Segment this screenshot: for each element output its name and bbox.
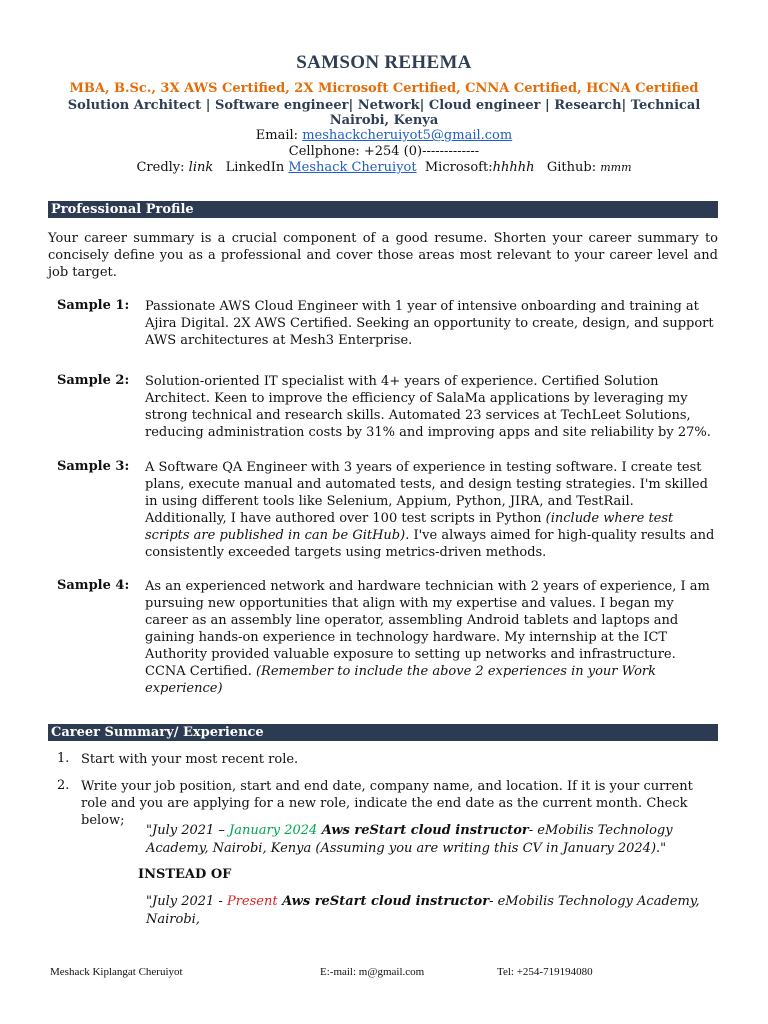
sample-2-label: Sample 2: — [57, 373, 130, 388]
example-correct — [146, 822, 718, 858]
profiles-line — [0, 160, 768, 175]
footer-name: Meshack Kiplangat Cheruiyot — [50, 966, 183, 978]
profile-intro: Your career summary is a crucial component of a good resume. Shorten your career summary to concisely define you as a professional and cover those areas most relevant to your career level and job target. — [48, 231, 718, 280]
roles-line: Solution Architect | Software engineer| Network| Cloud engineer | Research| Technical — [67, 98, 701, 113]
credly-link[interactable]: link — [188, 160, 214, 175]
sample-4-note: (Remember to include the above 2 experiences in your Work experience) — [145, 664, 657, 696]
sample-3-body: A Software QA Engineer with 3 years of experience in testing software. I create test plans, execute manual and automated tests, and design testing strategies. I'm skilled in using different tools like Selenium, Appium, Python, JIRA, and TestRail. Additionally, I have authored over 100 test scripts in Python — [145, 460, 708, 526]
list-item-1-number: 1. — [57, 751, 70, 766]
sample-4-body: As an experienced network and hardware technician with 2 years of experience, I am pursuing new opportunities that align with my expertise and values. I began my career as an assembly line operator, assembling Android tablets and laptops and gaining hands-on experience in technology hardware. My internship at the ICT Authority provided valuable exposure to setting up networks and infrastructure. CCNA Certified. — [145, 579, 710, 679]
roles-block — [0, 98, 768, 128]
example-incorrect — [146, 893, 718, 929]
email-label: Email: — [255, 128, 303, 143]
sample-3-label: Sample 3: — [57, 459, 130, 474]
sample-2-text: Solution-oriented IT specialist with 4+ years of experience. Certified Solution Architect. Keen to improve the efficiency of SalaMa applications by leveraging my strong technical and research skills. Automated 23 services at TechLeet Solutions, reducing administration costs by 31% and improving apps and site reliability by 27%. — [145, 374, 711, 440]
microsoft-label: Microsoft: — [424, 160, 493, 175]
example-2-rest: - eMobilis Technology Academy, Nairobi, — [146, 894, 700, 927]
instead-of-label: INSTEAD OF — [138, 867, 232, 882]
cellphone-line: Cellphone: +254 (0)------------- — [288, 144, 480, 159]
email-link[interactable]: meshackcheruiyot5@gmail.com — [302, 128, 513, 143]
list-item-2-number: 2. — [57, 778, 70, 793]
candidate-name: SAMSON REHEMA — [296, 52, 472, 73]
footer-email: E:-mail: m@gmail.com — [320, 966, 425, 978]
section-career-summary: Career Summary/ Experience — [48, 724, 718, 741]
email-line — [0, 128, 768, 143]
sample-3-note: (include where test scripts are published in can be GitHub) — [145, 511, 674, 543]
sample-4-label: Sample 4: — [57, 578, 130, 593]
linkedin-label: LinkedIn — [225, 160, 289, 175]
sample-3-text — [145, 459, 715, 561]
example-2-start: "July 2021 - — [146, 894, 227, 909]
section-professional-profile: Professional Profile — [48, 201, 718, 218]
example-2-end-date: Present — [226, 894, 278, 909]
github-link[interactable]: mmm — [600, 161, 632, 174]
list-item-2-text: Write your job position, start and end date, company name, and location. If it is your current role and you are applying for a new role, indicate the end date as the current month. Check below; — [81, 779, 693, 828]
certifications-line: MBA, B.Sc., 3X AWS Certified, 2X Microsoft Certified, CNNA Certified, HCNA Certified — [69, 81, 699, 96]
sample-1-text: Passionate AWS Cloud Engineer with 1 year of intensive onboarding and training at Ajira Digital. 2X AWS Certified. Seeking an opportunity to create, design, and support AWS architectures at Mesh3 Enterprise. — [145, 299, 714, 348]
credly-label: Credly: — [136, 160, 189, 175]
example-1-start: "July 2021 – — [146, 823, 230, 838]
github-label: Github: — [546, 160, 601, 175]
example-1-rest: - eMobilis Technology Academy, Nairobi, Kenya (Assuming you are writing this CV in January 2024)." — [146, 823, 673, 856]
footer-tel: Tel: +254-719194080 — [497, 966, 593, 978]
example-1-title: Aws reStart cloud instructor — [317, 823, 529, 838]
location-line: Nairobi, Kenya — [329, 113, 439, 128]
sample-3-tail: . I've always aimed for high-quality results and consistently exceeded targets using metrics-driven methods. — [145, 528, 715, 560]
linkedin-link[interactable]: Meshack Cheruiyot — [288, 160, 417, 175]
example-2-title: Aws reStart cloud instructor — [277, 894, 490, 909]
example-1-end-date: January 2024 — [229, 823, 318, 838]
sample-1-label: Sample 1: — [57, 298, 130, 313]
list-item-1-text: Start with your most recent role. — [81, 752, 299, 767]
microsoft-link[interactable]: hhhhh — [492, 160, 535, 175]
sample-4-text — [145, 578, 715, 697]
